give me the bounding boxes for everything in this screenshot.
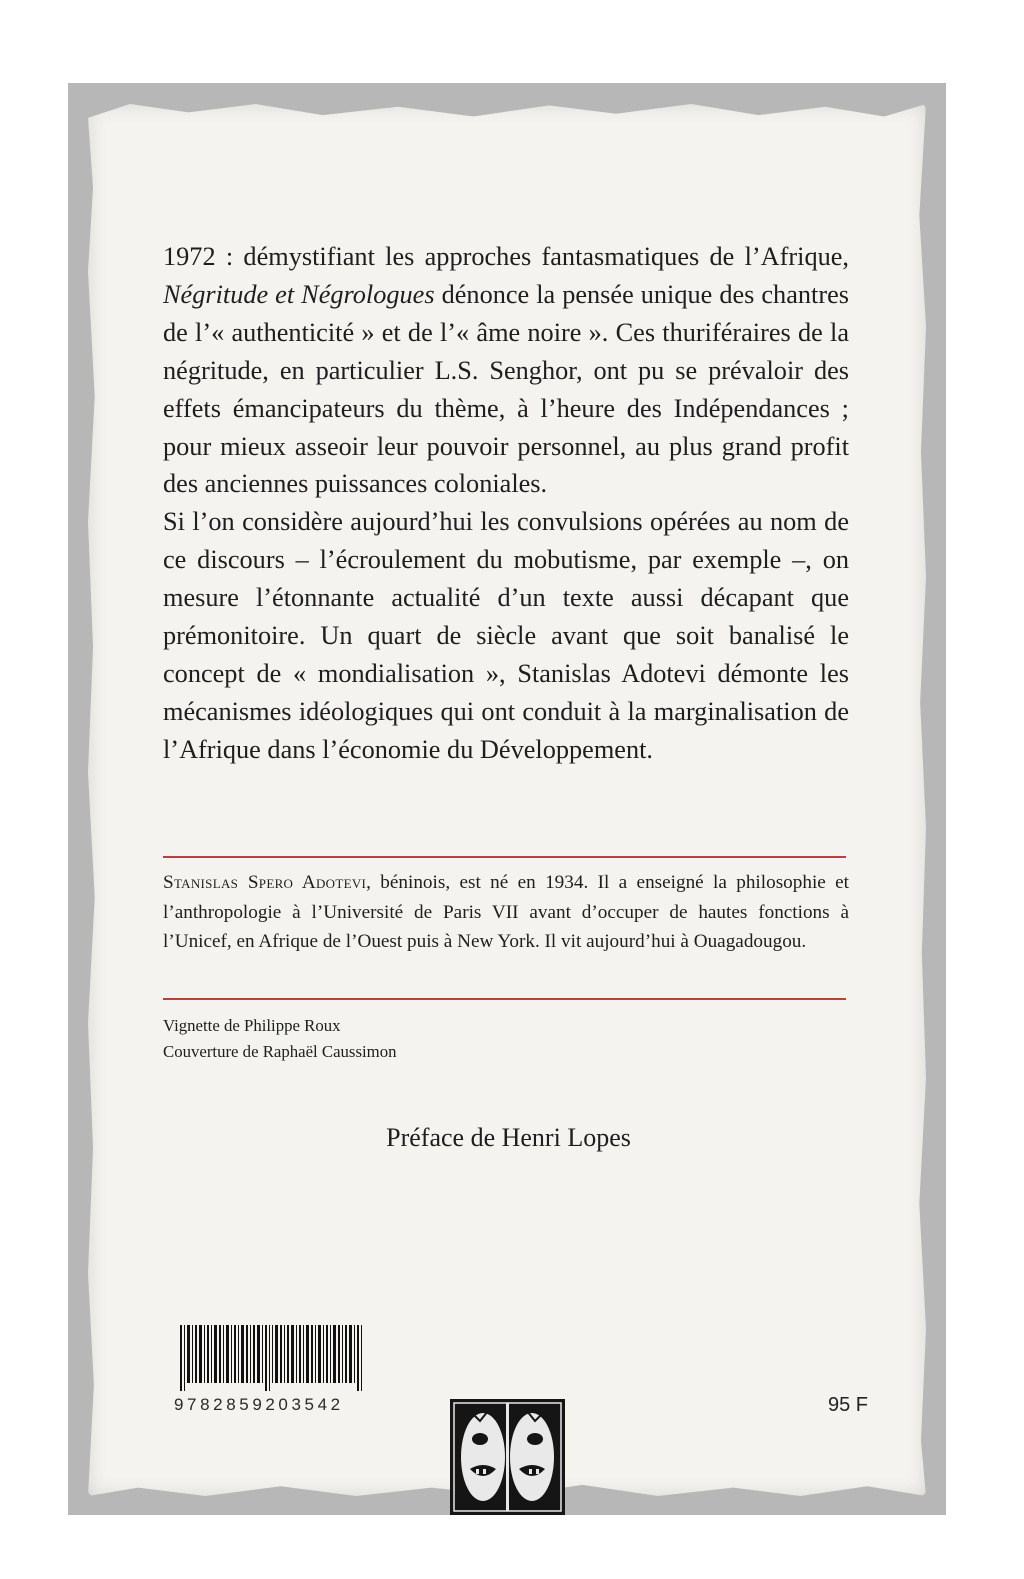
divider-rule-top xyxy=(163,856,846,858)
barcode-bars xyxy=(180,1325,364,1391)
preface-credit: Préface de Henri Lopes xyxy=(386,1123,631,1152)
price: 95 F xyxy=(828,1394,869,1416)
author-bio: Stanislas Spero Adotevi, béninois, est né en 1934. Il a enseigné la philosophie et l’anthropologie à l’Université de Paris VII avant d’occuper de hautes fonctions à l’Unicef, en Afrique de l’Ouest puis à New York. Il vit aujourd’hui à Ouagadougou. xyxy=(163,872,849,952)
publisher-logo-icon xyxy=(450,1399,565,1515)
back-cover-blurb xyxy=(163,238,849,769)
credits xyxy=(163,1013,663,1065)
credit-cover: Couverture de Raphaël Caussimon xyxy=(163,1042,397,1061)
blurb-paragraph-1: 1972 : démystifiant les approches fantasmatiques de l’Afrique, Négritude et Négrologues dénonce la pensée unique des chantres de l’« authenticité » et de l’« âme noire ». Ces thuriféraires de la négritude, en particulier L.S. Senghor, ont pu se prévaloir des effets émancipateurs du thème, à l’heure des Indépendances ; pour mieux asseoir leur pouvoir personnel, au plus grand profit des anciennes puissances coloniales. xyxy=(163,242,849,499)
divider-rule-bottom xyxy=(163,998,846,1000)
blurb-paragraph-2: Si l’on considère aujourd’hui les convulsions opérées au nom de ce discours – l’écroulement du mobutisme, par exemple –, on mesure l’étonnante actualité d’un texte aussi décapant que prémonitoire. Un quart de siècle avant que soit banalisé le concept de « mondialisation », Stanislas Adotevi démonte les mécanismes idéologiques qui ont conduit à la marginalisation de l’Afrique dans l’économie du Développement. xyxy=(163,507,849,764)
credit-vignette: Vignette de Philippe Roux xyxy=(163,1016,341,1035)
author-name: Stanislas Spero Adotevi xyxy=(163,872,367,893)
isbn-number: 9782859203542 xyxy=(174,1395,344,1414)
book-title: Négritude et Négrologues xyxy=(163,279,435,309)
